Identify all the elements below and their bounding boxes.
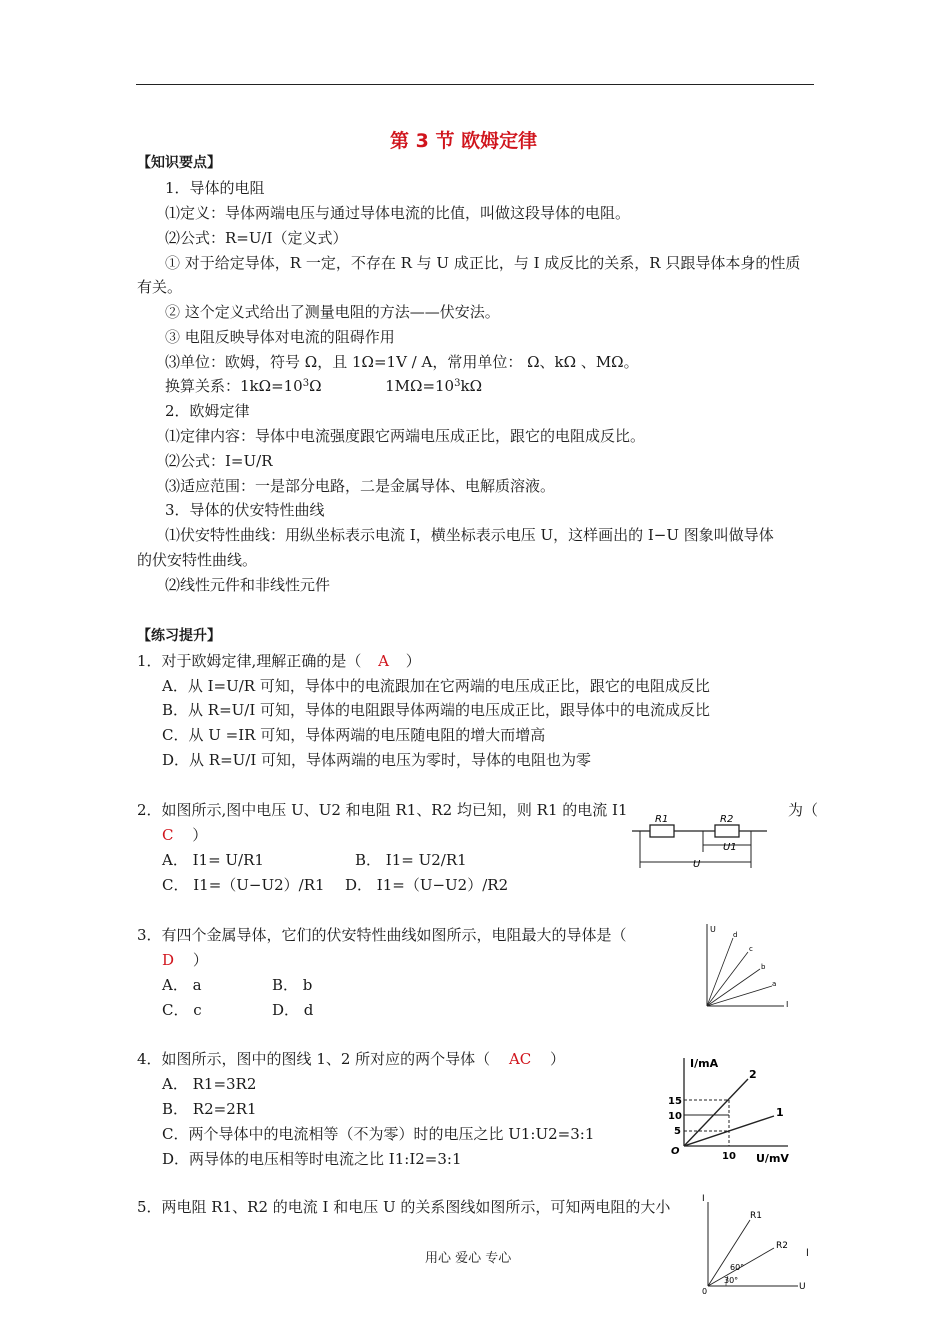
q5-y-label: I [702, 1194, 705, 1204]
q2-close: ） [192, 826, 208, 844]
q4-tick-5: 5 [674, 1126, 681, 1137]
k-formula: ⑵公式：R=U/I（定义式） [165, 229, 348, 247]
k-note-1b: 有关。 [137, 278, 183, 296]
q4-y-label: I/mA [690, 1057, 719, 1070]
q1-option-c: C．从 U =IR 可知，导体两端的电压随电阻的增大而增高 [162, 726, 546, 744]
q2-circuit-figure [630, 812, 770, 874]
q3-line-a [707, 986, 772, 1006]
header-rule [136, 84, 814, 85]
q4-graph-figure [666, 1054, 794, 1166]
q4-stem-text: 4．如图所示，图中的图线 1、2 所对应的两个导体（ [137, 1050, 491, 1068]
q3-line-d [707, 938, 733, 1006]
q4-option-d: D．两导体的电压相等时电流之比 I1:I2=3:1 [162, 1150, 462, 1168]
q3-option-b: B． b [272, 976, 313, 994]
q3-x-label: I [786, 1000, 789, 1009]
q4-label-1: 1 [776, 1106, 784, 1119]
q5-x-label: U [799, 1282, 806, 1292]
q2-option-d: D． I1=（U−U2）/R2 [345, 876, 509, 894]
k-heading-3: 3．导体的伏安特性曲线 [165, 501, 325, 519]
q3-label-a: a [772, 980, 777, 988]
q2-option-a: A． I1= U/R1 [162, 851, 264, 869]
q3-label-c: c [749, 945, 753, 953]
k-conversion [165, 376, 482, 396]
q3-stem: 3．有四个金属导体，它们的伏安特性曲线如图所示，电阻最大的导体是（ [137, 926, 627, 944]
section-practice: 【练习提升】 [137, 628, 221, 644]
q4-option-b: B． R2=2R1 [162, 1100, 257, 1118]
q4-option-c: C．两个导体中的电流相等（不为零）时的电压之比 U1:U2=3:1 [162, 1125, 595, 1143]
q3-label-d: d [733, 931, 738, 939]
q4-close: ） [550, 1050, 566, 1068]
q3-label-b: b [761, 963, 766, 971]
k-curve-b: 的伏安特性曲线。 [137, 551, 258, 569]
k-note-2: ② 这个定义式给出了测量电阻的方法——伏安法。 [165, 303, 500, 321]
conv-unit-1: Ω [309, 377, 322, 395]
q1-option-d: D．从 R=U/I 可知，导体两端的电压为零时，导体的电阻也为零 [162, 751, 592, 769]
q1-stem-text: 1．对于欧姆定律,理解正确的是（ [137, 652, 362, 670]
q5-label-r1: R1 [750, 1211, 762, 1221]
q1-stem [137, 651, 421, 671]
q2-label-r1: R1 [655, 814, 669, 825]
k-unit: ⑶单位：欧姆，符号 Ω，且 1Ω=1V / A，常用单位： Ω、kΩ 、MΩ。 [165, 353, 639, 371]
q3-answer: D [162, 951, 175, 969]
q3-line-b [707, 969, 760, 1006]
section-knowledge: 【知识要点】 [137, 155, 221, 171]
k-heading-2: 2．欧姆定律 [165, 402, 250, 420]
q5-stem: 5．两电阻 R1、R2 的电流 I 和电压 U 的关系图线如图所示，可知两电阻的大小 [137, 1198, 671, 1216]
q2-resistor-r1 [650, 825, 674, 837]
q4-answer: AC [508, 1050, 532, 1068]
q4-stem [137, 1049, 565, 1069]
q3-graph-figure [700, 922, 800, 1012]
k-law-formula: ⑵公式：I=U/R [165, 452, 273, 470]
q3-answer-line [162, 950, 208, 970]
conv-mid: 1MΩ=10 [385, 377, 455, 395]
k-note-1a: ① 对于给定导体，R 一定，不存在 R 与 U 成正比，与 I 成反比的关系，R 只跟导体本身的性质 [165, 254, 801, 272]
q3-option-a: A． a [162, 976, 202, 994]
q1-option-a: A．从 I=U/R 可知，导体中的电流跟加在它两端的电压成正比，跟它的电阻成反比 [162, 677, 710, 695]
q3-close: ） [192, 951, 208, 969]
q4-tick-10: 10 [668, 1111, 682, 1122]
q4-x-label: U/mV [756, 1152, 789, 1165]
conv-exp-1: 3 [302, 378, 310, 389]
q2-label-u: U [693, 859, 701, 870]
q2-answer: C [162, 826, 174, 844]
q2-stem: 2．如图所示,图中电压 U、U2 和电阻 R1、R2 均已知，则 R1 的电流 I1 [137, 801, 628, 819]
conv-label: 换算关系：1kΩ=10 [165, 377, 303, 395]
conv-exp-2: 3 [454, 378, 461, 389]
q2-label-r2: R2 [720, 814, 734, 825]
k-linear: ⑵线性元件和非线性元件 [165, 576, 331, 594]
page-title: 第 3 节 欧姆定律 [390, 130, 538, 152]
q5-origin: 0 [702, 1287, 708, 1296]
k-law-scope: ⑶适应范围：一是部分电路，二是金属导体、电解质溶液。 [165, 477, 556, 495]
k-definition: ⑴定义：导体两端电压与通过导体电流的比值，叫做这段导体的电阻。 [165, 204, 631, 222]
q3-line-c [707, 952, 748, 1006]
q2-label-u1: U1 [723, 842, 737, 853]
q5-side-mark: l [806, 1248, 809, 1259]
q2-option-b: B． I1= U2/R1 [355, 851, 467, 869]
q2-stem-tail: 为（ [788, 801, 819, 819]
q1-answer: A [378, 652, 389, 670]
k-heading-1: 1．导体的电阻 [165, 179, 265, 197]
q5-label-r2: R2 [776, 1241, 788, 1251]
q4-tick-15: 15 [668, 1096, 682, 1107]
q2-answer-line [162, 825, 207, 845]
q3-y-label: U [710, 925, 716, 934]
conv-unit-2: kΩ [460, 377, 483, 395]
k-law: ⑴定律内容：导体中电流强度跟它两端电压成正比，跟它的电阻成反比。 [165, 427, 646, 445]
q4-origin: O [671, 1146, 680, 1157]
q5-angle-60: 60° [730, 1263, 745, 1272]
q3-option-d: D． d [272, 1001, 314, 1019]
q2-option-c: C． I1=（U−U2）/R1 [162, 876, 325, 894]
k-curve-a: ⑴伏安特性曲线：用纵坐标表示电流 I，横坐标表示电压 U，这样画出的 I−U 图象叫做导体 [165, 526, 774, 544]
q1-option-b: B．从 R=U/I 可知，导体的电阻跟导体两端的电压成正比，跟导体中的电流成反比 [162, 701, 711, 719]
q4-label-2: 2 [749, 1068, 757, 1081]
q4-option-a: A． R1=3R2 [162, 1075, 257, 1093]
q2-resistor-r2 [715, 825, 739, 837]
q5-angle-30: 30° [724, 1276, 739, 1285]
q3-option-c: C． c [162, 1001, 202, 1019]
q1-close: ） [405, 652, 421, 670]
q5-graph-figure [698, 1192, 818, 1296]
page-footer: 用心 爱心 专心 [425, 1251, 512, 1266]
k-note-3: ③ 电阻反映导体对电流的阻碍作用 [165, 328, 395, 346]
q4-x-tick-10: 10 [722, 1151, 736, 1162]
